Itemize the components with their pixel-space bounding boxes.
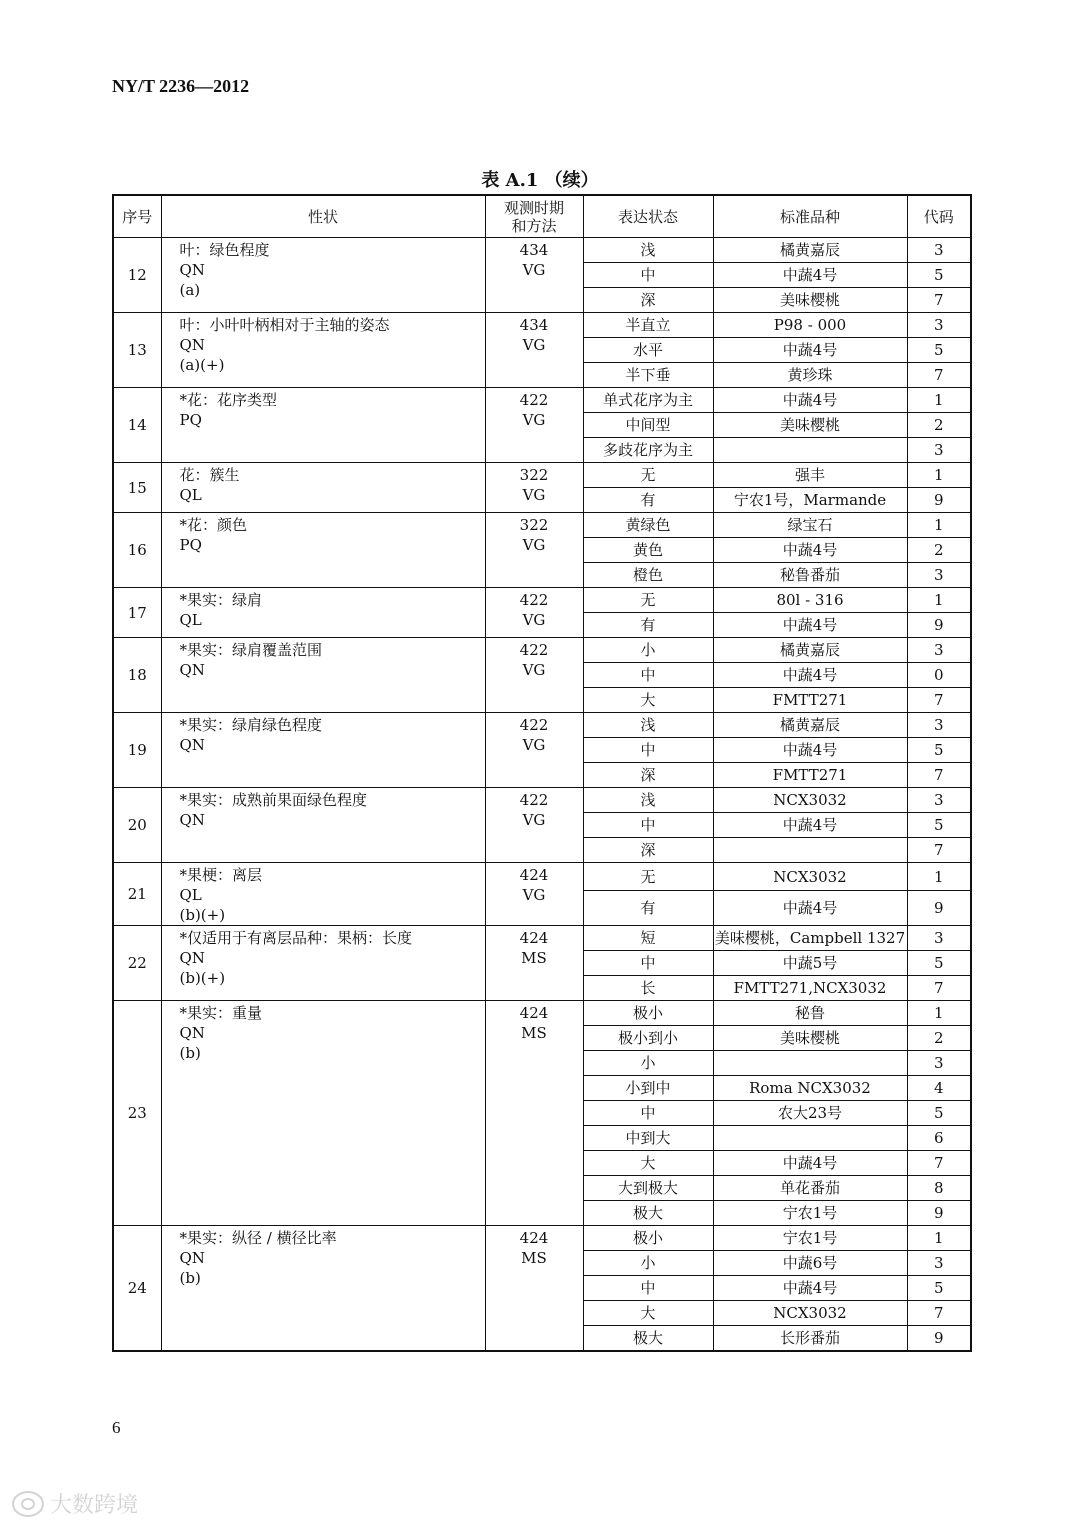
row-number: 13 [113, 313, 161, 388]
expression-state: 无 [583, 463, 713, 488]
method-cell [485, 713, 583, 788]
reference-variety: 中蔬6号 [713, 1251, 907, 1276]
note-code: 0 [907, 663, 971, 688]
note-code: 3 [907, 238, 971, 263]
note-code: 5 [907, 1101, 971, 1126]
reference-variety: 秘鲁 [713, 1001, 907, 1026]
table-row [113, 863, 971, 891]
expression-state: 中 [583, 1101, 713, 1126]
table-title: 表 A.1 （续） [481, 170, 599, 191]
expression-state: 单式花序为主 [583, 388, 713, 413]
method-cell [485, 1001, 583, 1226]
reference-variety: 美味樱桃 [713, 413, 907, 438]
watermark-logo-icon [12, 1491, 44, 1517]
method-cell [485, 388, 583, 463]
observation-stage: 434 [519, 241, 549, 259]
note-code: 3 [907, 563, 971, 588]
trait-cell [161, 513, 485, 588]
table-row [113, 588, 971, 613]
trait-name: *果实：纵径 / 横径比率 [179, 1229, 337, 1247]
column-header-state: 表达状态 [583, 195, 713, 238]
note-code: 7 [907, 363, 971, 388]
reference-variety: 橘黄嘉辰 [713, 638, 907, 663]
reference-variety: FMTT271,NCX3032 [713, 976, 907, 1001]
table-row [113, 238, 971, 263]
expression-state: 浅 [583, 238, 713, 263]
note-code: 3 [907, 788, 971, 813]
row-number: 19 [113, 713, 161, 788]
reference-variety: 强丰 [713, 463, 907, 488]
table-row [113, 926, 971, 951]
expression-state: 极小 [583, 1001, 713, 1026]
expression-state: 小 [583, 638, 713, 663]
reference-variety: 宁农1号 [713, 1201, 907, 1226]
observation-method: VG [522, 411, 546, 429]
table-row [113, 388, 971, 413]
trait-attribute: (a)(+) [179, 356, 225, 374]
reference-variety [713, 438, 907, 463]
table-row [113, 463, 971, 488]
row-number: 22 [113, 926, 161, 1001]
reference-variety: 橘黄嘉辰 [713, 238, 907, 263]
note-code: 1 [907, 863, 971, 891]
reference-variety: 单花番茄 [713, 1176, 907, 1201]
note-code: 2 [907, 538, 971, 563]
observation-method: MS [521, 1249, 547, 1267]
expression-state: 小到中 [583, 1076, 713, 1101]
method-cell [485, 588, 583, 638]
note-code: 9 [907, 488, 971, 513]
observation-stage: 424 [519, 866, 549, 884]
observation-method: VG [522, 736, 546, 754]
method-cell [485, 863, 583, 926]
column-header-no: 序号 [113, 195, 161, 238]
trait-attribute: QN [179, 336, 205, 354]
method-cell [485, 313, 583, 388]
reference-variety: 中蔬4号 [713, 538, 907, 563]
reference-variety: 中蔬4号 [713, 388, 907, 413]
row-number: 17 [113, 588, 161, 638]
note-code: 5 [907, 738, 971, 763]
expression-state: 中 [583, 951, 713, 976]
reference-variety: 中蔬4号 [713, 1151, 907, 1176]
watermark-text: 大数跨境 [50, 1493, 139, 1518]
reference-variety: NCX3032 [713, 788, 907, 813]
note-code: 9 [907, 613, 971, 638]
row-number: 14 [113, 388, 161, 463]
method-cell [485, 513, 583, 588]
note-code: 3 [907, 1251, 971, 1276]
reference-variety: 中蔬4号 [713, 891, 907, 926]
trait-attribute: QN [179, 736, 205, 754]
note-code: 9 [907, 891, 971, 926]
expression-state: 浅 [583, 713, 713, 738]
expression-state: 中 [583, 1276, 713, 1301]
trait-cell [161, 638, 485, 713]
reference-variety: NCX3032 [713, 863, 907, 891]
expression-state: 小 [583, 1251, 713, 1276]
note-code: 1 [907, 1226, 971, 1251]
expression-state: 中间型 [583, 413, 713, 438]
expression-state: 大 [583, 688, 713, 713]
reference-variety: 绿宝石 [713, 513, 907, 538]
observation-method: VG [522, 336, 546, 354]
reference-variety: 秘鲁番茄 [713, 563, 907, 588]
reference-variety: 中蔬4号 [713, 263, 907, 288]
reference-variety: Roma NCX3032 [713, 1076, 907, 1101]
reference-variety: 80l - 316 [713, 588, 907, 613]
trait-attribute: PQ [179, 536, 202, 554]
observation-stage: 424 [519, 1229, 549, 1247]
note-code: 3 [907, 638, 971, 663]
observation-stage: 422 [519, 716, 549, 734]
expression-state: 深 [583, 288, 713, 313]
method-cell [485, 638, 583, 713]
trait-name: *仅适用于有离层品种：果柄：长度 [179, 929, 413, 947]
note-code: 7 [907, 976, 971, 1001]
trait-attribute: QL [179, 611, 202, 629]
expression-state: 极大 [583, 1201, 713, 1226]
expression-state: 有 [583, 891, 713, 926]
trait-attribute: (b) [179, 1044, 201, 1062]
observation-stage: 422 [519, 791, 549, 809]
reference-variety [713, 1126, 907, 1151]
trait-table [112, 194, 972, 1352]
expression-state: 有 [583, 488, 713, 513]
method-cell [485, 238, 583, 313]
trait-attribute: (b)(+) [179, 969, 226, 987]
table-header-row [113, 195, 971, 238]
note-code: 6 [907, 1126, 971, 1151]
note-code: 5 [907, 263, 971, 288]
trait-attribute: QN [179, 1249, 205, 1267]
note-code: 4 [907, 1076, 971, 1101]
reference-variety: 黄珍珠 [713, 363, 907, 388]
expression-state: 半下垂 [583, 363, 713, 388]
column-header-method-label: 观测时期和方法 [503, 198, 564, 235]
column-header-code: 代码 [907, 195, 971, 238]
note-code: 1 [907, 588, 971, 613]
table-row [113, 638, 971, 663]
reference-variety: 中蔬4号 [713, 613, 907, 638]
standard-code: NY/T 2236—2012 [112, 76, 250, 96]
trait-attribute: QL [179, 886, 202, 904]
row-number: 23 [113, 1001, 161, 1226]
trait-attribute: QN [179, 1024, 205, 1042]
reference-variety [713, 838, 907, 863]
reference-variety: 美味樱桃，Campbell 1327 [713, 926, 907, 951]
method-cell [485, 1226, 583, 1351]
expression-state: 黄色 [583, 538, 713, 563]
trait-name: 花：簇生 [179, 466, 240, 484]
trait-name: *果梗：离层 [179, 866, 263, 884]
observation-method: VG [522, 661, 546, 679]
observation-stage: 422 [519, 391, 549, 409]
trait-cell [161, 926, 485, 1001]
expression-state: 极小到小 [583, 1026, 713, 1051]
note-code: 5 [907, 813, 971, 838]
note-code: 1 [907, 1001, 971, 1026]
row-number: 24 [113, 1226, 161, 1351]
reference-variety: 农大23号 [713, 1101, 907, 1126]
expression-state: 极小 [583, 1226, 713, 1251]
row-number: 12 [113, 238, 161, 313]
reference-variety: FMTT271 [713, 688, 907, 713]
trait-attribute: (b)(+) [179, 906, 226, 924]
trait-cell [161, 238, 485, 313]
expression-state: 中 [583, 813, 713, 838]
expression-state: 中 [583, 738, 713, 763]
note-code: 5 [907, 338, 971, 363]
note-code: 7 [907, 1301, 971, 1326]
expression-state: 无 [583, 588, 713, 613]
reference-variety: 中蔬4号 [713, 663, 907, 688]
page-number: 6 [112, 1418, 121, 1437]
observation-stage: 424 [519, 929, 549, 947]
observation-method: VG [522, 536, 546, 554]
column-header-method [485, 195, 583, 238]
reference-variety: 美味樱桃 [713, 1026, 907, 1051]
reference-variety: 中蔬4号 [713, 738, 907, 763]
trait-name: *果实：绿肩绿色程度 [179, 716, 323, 734]
trait-cell [161, 588, 485, 638]
expression-state: 大 [583, 1151, 713, 1176]
reference-variety: P98 - 000 [713, 313, 907, 338]
reference-variety: NCX3032 [713, 1301, 907, 1326]
trait-name: *果实：重量 [179, 1004, 263, 1022]
note-code: 2 [907, 1026, 971, 1051]
reference-variety [713, 1051, 907, 1076]
observation-stage: 424 [519, 1004, 549, 1022]
trait-cell [161, 313, 485, 388]
expression-state: 水平 [583, 338, 713, 363]
table-row [113, 513, 971, 538]
reference-variety: 宁农1号 [713, 1226, 907, 1251]
note-code: 7 [907, 1151, 971, 1176]
trait-attribute: QN [179, 949, 205, 967]
reference-variety: 长形番茄 [713, 1326, 907, 1351]
trait-cell [161, 788, 485, 863]
note-code: 3 [907, 926, 971, 951]
note-code: 2 [907, 413, 971, 438]
trait-name: *果实：成熟前果面绿色程度 [179, 791, 368, 809]
reference-variety: 宁农1号，Marmande [713, 488, 907, 513]
reference-variety: 中蔬4号 [713, 813, 907, 838]
observation-stage: 434 [519, 316, 549, 334]
reference-variety: 美味樱桃 [713, 288, 907, 313]
expression-state: 深 [583, 838, 713, 863]
note-code: 1 [907, 513, 971, 538]
trait-cell [161, 388, 485, 463]
observation-method: VG [522, 261, 546, 279]
table-row [113, 1226, 971, 1251]
observation-stage: 322 [519, 516, 549, 534]
note-code: 5 [907, 951, 971, 976]
trait-name: *果实：绿肩覆盖范围 [179, 641, 323, 659]
trait-attribute: (b) [179, 1269, 201, 1287]
reference-variety: 橘黄嘉辰 [713, 713, 907, 738]
trait-attribute: PQ [179, 411, 202, 429]
trait-attribute: QN [179, 811, 205, 829]
row-number: 18 [113, 638, 161, 713]
table-row [113, 1001, 971, 1026]
expression-state: 大 [583, 1301, 713, 1326]
trait-name: *花：花序类型 [179, 391, 278, 409]
reference-variety: 中蔬5号 [713, 951, 907, 976]
trait-cell [161, 713, 485, 788]
note-code: 9 [907, 1326, 971, 1351]
note-code: 7 [907, 288, 971, 313]
expression-state: 有 [583, 613, 713, 638]
observation-method: VG [522, 486, 546, 504]
observation-stage: 422 [519, 591, 549, 609]
column-header-trait: 性状 [161, 195, 485, 238]
expression-state: 多歧花序为主 [583, 438, 713, 463]
table-body [113, 238, 971, 1351]
row-number: 15 [113, 463, 161, 513]
note-code: 3 [907, 713, 971, 738]
trait-name: *果实：绿肩 [179, 591, 263, 609]
note-code: 7 [907, 838, 971, 863]
expression-state: 中 [583, 663, 713, 688]
row-number: 16 [113, 513, 161, 588]
expression-state: 极大 [583, 1326, 713, 1351]
trait-attribute: QN [179, 661, 205, 679]
observation-method: MS [521, 949, 547, 967]
trait-cell [161, 863, 485, 926]
method-cell [485, 926, 583, 1001]
expression-state: 橙色 [583, 563, 713, 588]
table-row [113, 788, 971, 813]
note-code: 9 [907, 1201, 971, 1226]
row-number: 21 [113, 863, 161, 926]
observation-method: VG [522, 811, 546, 829]
note-code: 3 [907, 313, 971, 338]
method-cell [485, 463, 583, 513]
watermark [12, 1488, 138, 1519]
note-code: 7 [907, 688, 971, 713]
method-cell [485, 788, 583, 863]
table-row [113, 313, 971, 338]
observation-method: VG [522, 611, 546, 629]
trait-attribute: QL [179, 486, 202, 504]
table-row [113, 713, 971, 738]
expression-state: 中到大 [583, 1126, 713, 1151]
trait-cell [161, 1001, 485, 1226]
expression-state: 短 [583, 926, 713, 951]
expression-state: 无 [583, 863, 713, 891]
trait-attribute: (a) [179, 281, 201, 299]
reference-variety: 中蔬4号 [713, 1276, 907, 1301]
note-code: 3 [907, 1051, 971, 1076]
expression-state: 浅 [583, 788, 713, 813]
reference-variety: 中蔬4号 [713, 338, 907, 363]
expression-state: 深 [583, 763, 713, 788]
observation-stage: 422 [519, 641, 549, 659]
note-code: 8 [907, 1176, 971, 1201]
trait-cell [161, 463, 485, 513]
row-number: 20 [113, 788, 161, 863]
note-code: 1 [907, 388, 971, 413]
expression-state: 半直立 [583, 313, 713, 338]
column-header-variety: 标准品种 [713, 195, 907, 238]
trait-cell [161, 1226, 485, 1351]
expression-state: 大到极大 [583, 1176, 713, 1201]
expression-state: 中 [583, 263, 713, 288]
reference-variety: FMTT271 [713, 763, 907, 788]
trait-name: *花：颜色 [179, 516, 248, 534]
observation-method: VG [522, 886, 546, 904]
observation-stage: 322 [519, 466, 549, 484]
trait-name: 叶：绿色程度 [179, 241, 270, 259]
observation-method: MS [521, 1024, 547, 1042]
expression-state: 长 [583, 976, 713, 1001]
note-code: 3 [907, 438, 971, 463]
note-code: 7 [907, 763, 971, 788]
trait-attribute: QN [179, 261, 205, 279]
note-code: 5 [907, 1276, 971, 1301]
expression-state: 黄绿色 [583, 513, 713, 538]
expression-state: 小 [583, 1051, 713, 1076]
note-code: 1 [907, 463, 971, 488]
trait-name: 叶：小叶叶柄相对于主轴的姿态 [179, 316, 390, 334]
